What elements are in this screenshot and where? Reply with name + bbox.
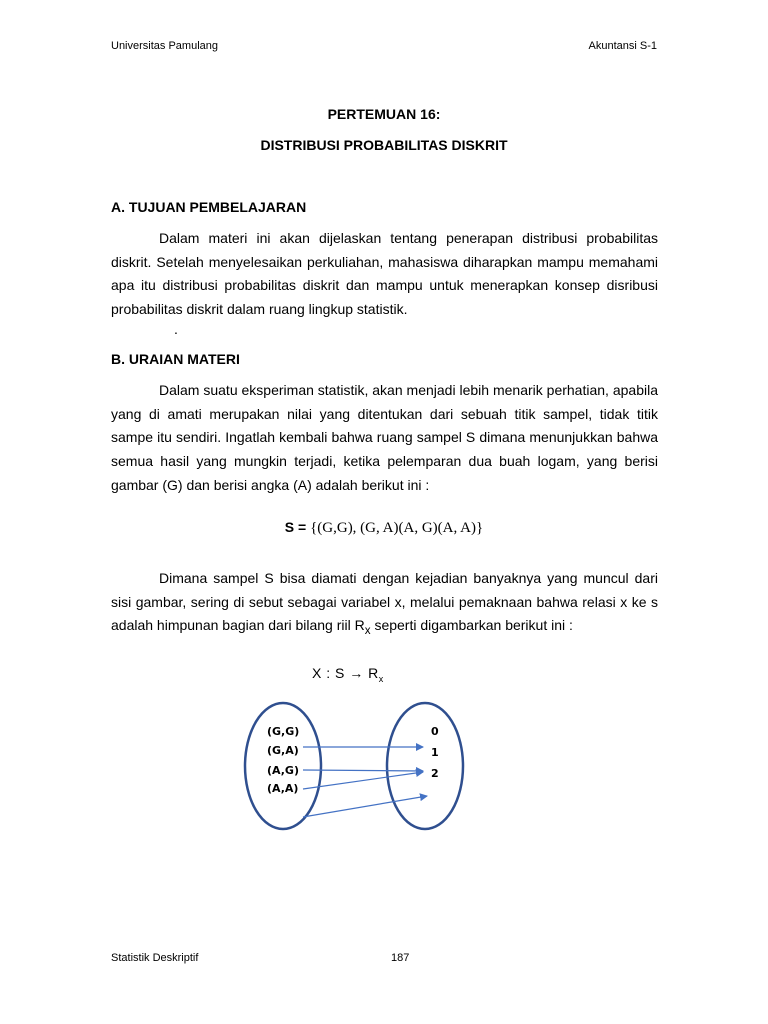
formula-lhs: S =: [284, 519, 307, 535]
header-university: Universitas Pamulang: [111, 40, 218, 52]
paragraph-2-tail: seperti digambarkan berikut ini :: [370, 617, 573, 634]
section-b-heading: B. URAIAN MATERI: [111, 351, 240, 367]
range-ellipse: [387, 703, 463, 829]
paragraph-2-text: Dimana sampel S bisa diamati dengan kejadian banyaknya yang muncul dari sisi gambar, sering di sebut sebagai variabel x, melalui pemaknaan bahwa relasi x ke s adalah himpunan bagian dari bilang riil R: [111, 570, 658, 634]
paragraph-2-subscript: x: [364, 624, 371, 638]
domain-item: (G,G): [267, 725, 300, 738]
topic-title: DISTRIBUSI PROBABILITAS DISKRIT: [260, 137, 508, 153]
section-a-paragraph: Dalam materi ini akan dijelaskan tentang penerapan distribusi probabilitas diskrit. Setelah menyelesaikan perkuliahan, mahasiswa diharapkan mampu memahami apa itu distribusi probabilitas diskrit dan mampu untuk menerapkan konsep disribusi probabilitas diskrit dalam ruang lingkup statistik.: [111, 230, 658, 318]
domain-item: (G,A): [267, 744, 299, 757]
range-item: 1: [431, 746, 439, 759]
mapping-arrow: [303, 796, 427, 817]
formula-rhs: {(G,G), (G, A)(A, G)(A, A)}: [310, 520, 484, 536]
footer-course: Statistik Deskriptif: [111, 952, 199, 964]
domain-item: (A,G): [267, 764, 299, 777]
range-item: 2: [431, 767, 439, 780]
stray-dot: .: [174, 321, 178, 337]
header-program: Akuntansi S-1: [588, 40, 657, 52]
mapping-text: X : S → R: [312, 665, 379, 681]
page-number: 187: [391, 952, 410, 964]
section-a-heading: A. TUJUAN PEMBELAJARAN: [111, 199, 307, 215]
domain-item: (A,A): [267, 782, 299, 795]
mapping-subscript: x: [378, 673, 384, 684]
meeting-title: PERTEMUAN 16:: [327, 106, 441, 122]
range-item: 0: [431, 725, 439, 738]
section-b-paragraph-1: Dalam suatu eksperiman statistik, akan menjadi lebih menarik perhatian, apabila yang di amati merupakan nilai yang ditentukan dari sebuah titik sampel, tidak titik sampe itu sendiri. Ingatlah kembali bahwa ruang sampel S dimana menunjukkan bahwa semua hasil yang mungkin terjadi, ketika pelemparan dua buah logam, yang berisi gambar (G) dan berisi angka (A) adalah berikut ini :: [111, 382, 658, 493]
